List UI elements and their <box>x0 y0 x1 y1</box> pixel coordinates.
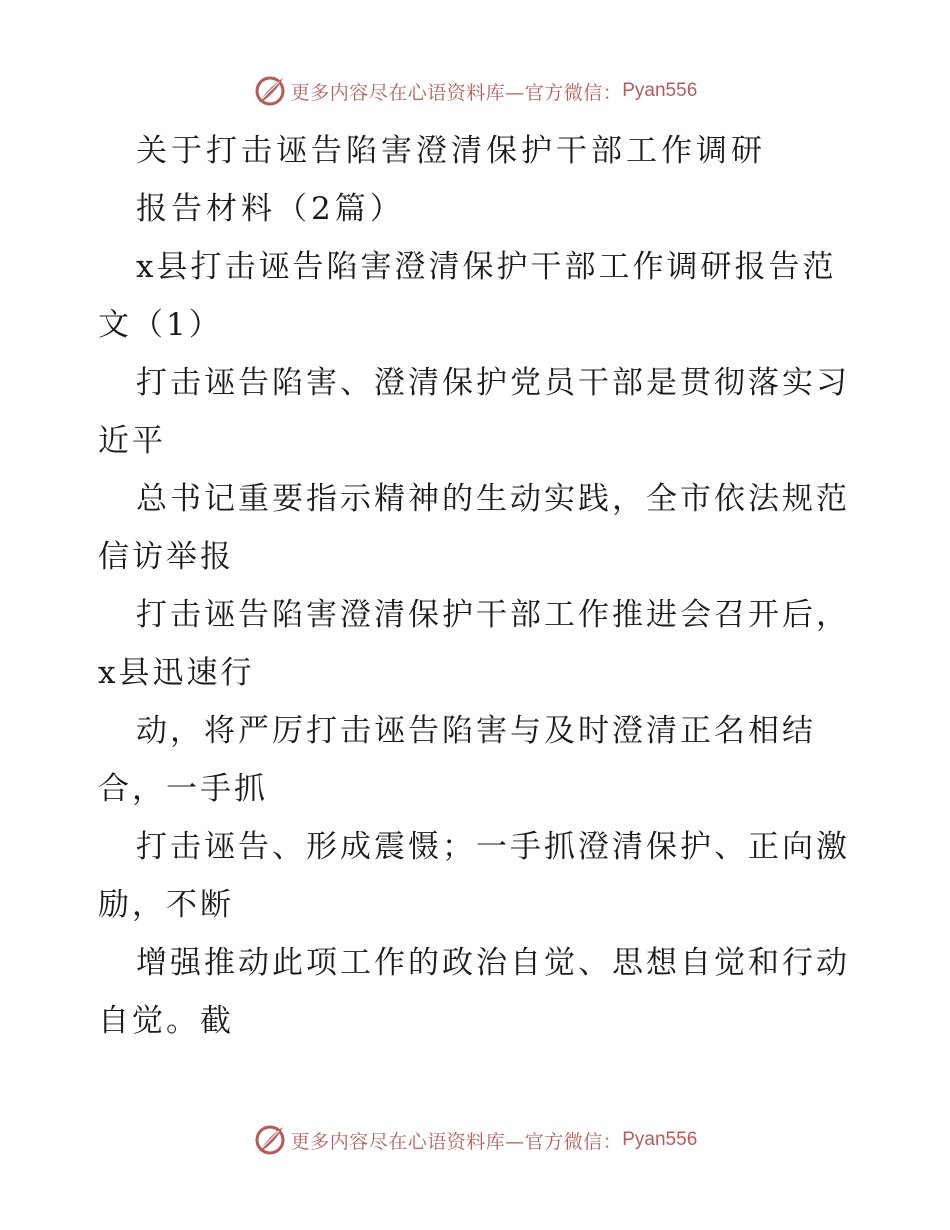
paragraph-line: x县迅速行 <box>98 655 255 691</box>
document-body <box>98 122 858 1050</box>
paragraph-line: 信访举报 <box>98 539 234 575</box>
watermark-text: 更多内容尽在心语资料库—官方微信： <box>290 81 623 104</box>
watermark-handle: Pyan556 <box>622 80 698 101</box>
paragraph-line: 近平 <box>98 423 166 459</box>
paragraph-line: 打击诬告陷害、澄清保护党员干部是贯彻落实习 <box>136 365 850 401</box>
paragraph-line: 总书记重要指示精神的生动实践，全市依法规范 <box>136 481 850 517</box>
section-heading: x县打击诬告陷害澄清保护干部工作调研报告范 <box>136 249 837 285</box>
paragraph-line: 合，一手抓 <box>98 771 268 807</box>
document-title-cont: 报告材料（2篇） <box>136 191 405 227</box>
watermark-text: 更多内容尽在心语资料库—官方微信： <box>290 1130 623 1153</box>
footer-watermark <box>0 1120 950 1160</box>
watermark-handle: Pyan556 <box>622 1129 698 1150</box>
paragraph-line: 励，不断 <box>98 887 234 923</box>
paragraph-line: 增强推动此项工作的政治自觉、思想自觉和行动 <box>136 945 850 981</box>
header-watermark <box>0 71 950 111</box>
paragraph-line: 动，将严厉打击诬告陷害与及时澄清正名相结 <box>136 713 816 749</box>
section-heading-cont: 文（1） <box>98 307 223 343</box>
quill-logo-icon <box>253 74 287 108</box>
paragraph-line: 打击诬告陷害澄清保护干部工作推进会召开后， <box>136 597 850 633</box>
quill-logo-icon <box>253 1123 287 1157</box>
document-title: 关于打击诬告陷害澄清保护干部工作调研 <box>136 133 766 169</box>
paragraph-line: 自觉。截 <box>98 1003 234 1039</box>
paragraph-line: 打击诬告、形成震慑；一手抓澄清保护、正向激 <box>136 829 850 865</box>
